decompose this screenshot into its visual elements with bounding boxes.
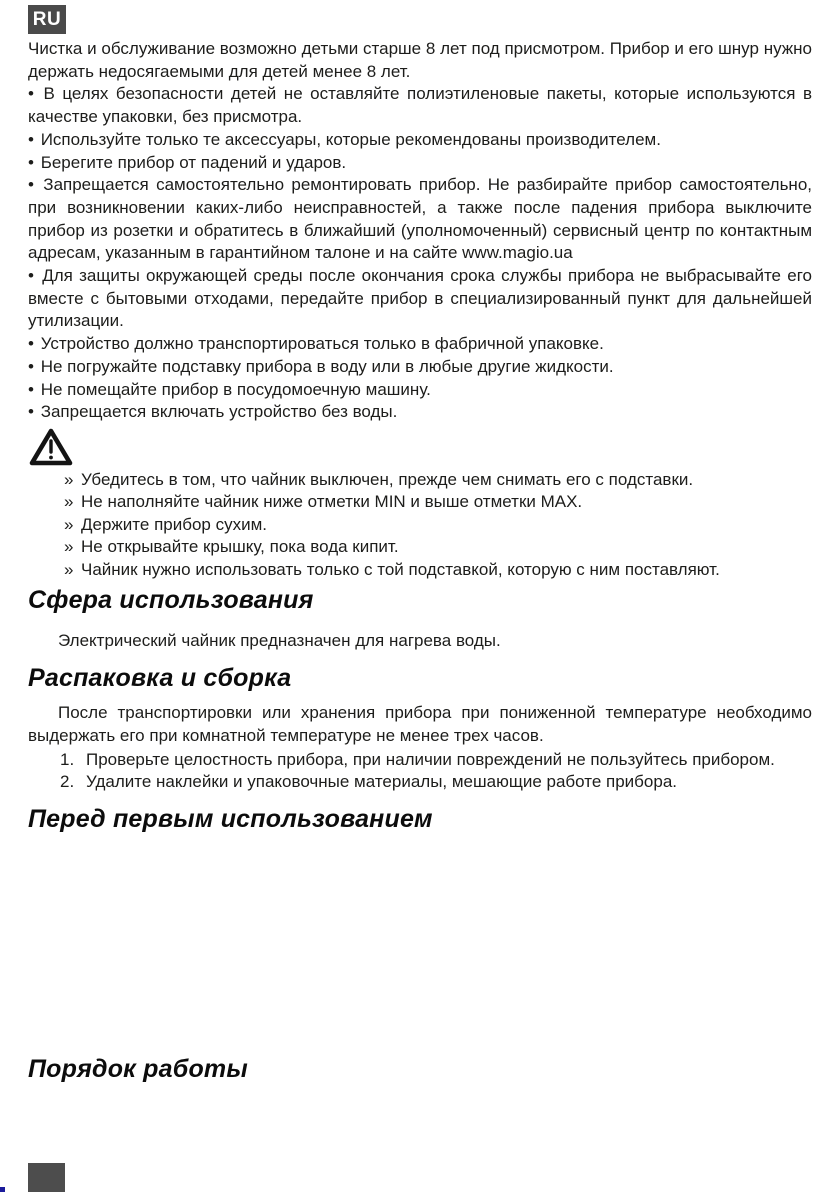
warning-text: Держите прибор сухим. (81, 514, 267, 534)
bullet-item (28, 401, 812, 424)
warning-item (64, 514, 812, 537)
bullet-item (28, 152, 812, 175)
bullet-marker: • (28, 152, 34, 172)
step-item (28, 771, 812, 794)
warning-item (64, 491, 812, 514)
corner-print-mark (0, 1187, 5, 1192)
bullet-marker: • (28, 356, 34, 376)
bullet-item (28, 265, 812, 333)
warning-marker: » (64, 514, 74, 534)
section-title-operation: Порядок работы (28, 1054, 248, 1083)
safety-bullet-list (28, 83, 812, 424)
warning-text: Чайник нужно использовать только с той подставкой, которую с ним поставляют. (81, 559, 720, 579)
bullet-text: Запрещается самостоятельно ремонтировать прибор. Не разбирайте прибор самостоятельно, при возникновении каких-либо неисправностей, а также после падения прибора выключите прибор из розетки и обратитесь в ближайший (уполномоченный) сервисный центр по контактным адресам, указанным в гарантийном талоне и на сайте www.magio.ua (28, 175, 812, 263)
bullet-text: Не погружайте подставку прибора в воду или в любые другие жидкости. (40, 356, 614, 376)
section-title-unpacking: Распаковка и сборка (28, 664, 292, 693)
page-number-badge (28, 1163, 65, 1192)
warning-item (64, 536, 812, 559)
warning-triangle-icon (28, 427, 812, 467)
step-text: Проверьте целостность прибора, при наличии повреждений не пользуйтесь прибором. (86, 749, 775, 769)
bullet-marker: • (28, 84, 34, 104)
bullet-marker: • (28, 129, 34, 149)
warning-item (64, 469, 812, 492)
bullet-item (28, 129, 812, 152)
bullet-text: Устройство должно транспортироваться только в фабричной упаковке. (40, 334, 604, 354)
warning-list (64, 469, 812, 582)
section-title-before-first-use: Перед первым использованием (28, 804, 433, 833)
bullet-marker: • (28, 379, 34, 399)
language-badge: RU (28, 5, 66, 34)
step-item (28, 749, 812, 772)
bullet-item (28, 379, 812, 402)
bullet-marker: • (28, 175, 34, 195)
warning-text: Убедитесь в том, что чайник выключен, прежде чем снимать его с подставки. (81, 469, 694, 489)
bullet-text: Запрещается включать устройство без воды. (40, 402, 398, 422)
bullet-item (28, 174, 812, 265)
bullet-text: В целях безопасности детей не оставляйте полиэтиленовые пакеты, которые используются в качестве упаковки, без присмотра. (28, 84, 812, 127)
warning-marker: » (64, 537, 74, 557)
intro-paragraph: Чистка и обслуживание возможно детьми старше 8 лет под присмотром. Прибор и его шнур нужно держать недосягаемыми для детей менее 8 лет. (28, 39, 812, 81)
section-title-usage: Сфера использования (28, 586, 314, 615)
warning-item (64, 559, 812, 582)
bullet-text: Не помещайте прибор в посудомоечную машину. (40, 379, 431, 399)
bullet-item (28, 83, 812, 128)
warning-marker: » (64, 559, 74, 579)
bullet-text: Используйте только те аксессуары, которые рекомендованы производителем. (40, 129, 661, 149)
unpacking-steps (28, 749, 812, 794)
bullet-text: Берегите прибор от падений и ударов. (40, 152, 347, 172)
bullet-item (28, 333, 812, 356)
bullet-marker: • (28, 266, 34, 286)
step-number: 2. (60, 772, 75, 792)
bullet-marker: • (28, 402, 34, 422)
step-number: 1. (60, 749, 75, 769)
warning-text: Не наполняйте чайник ниже отметки MIN и выше отметки MAX. (81, 492, 583, 512)
warning-marker: » (64, 492, 74, 512)
bullet-marker: • (28, 334, 34, 354)
warning-text: Не открывайте крышку, пока вода кипит. (81, 537, 399, 557)
usage-paragraph: Электрический чайник предназначен для нагрева воды. (58, 631, 501, 651)
step-text: Удалите наклейки и упаковочные материалы, мешающие работе прибора. (86, 772, 677, 792)
bullet-text: Для защиты окружающей среды после окончания срока службы прибора не выбрасывайте его вместе с бытовыми отходами, передайте прибор в специализированный пункт для дальнейшей утилизации. (28, 266, 812, 331)
warning-marker: » (64, 469, 74, 489)
bullet-item (28, 356, 812, 379)
unpacking-paragraph: После транспортировки или хранения прибора при пониженной температуре необходимо выдержать его при комнатной температуре не менее трех часов. (28, 703, 812, 745)
